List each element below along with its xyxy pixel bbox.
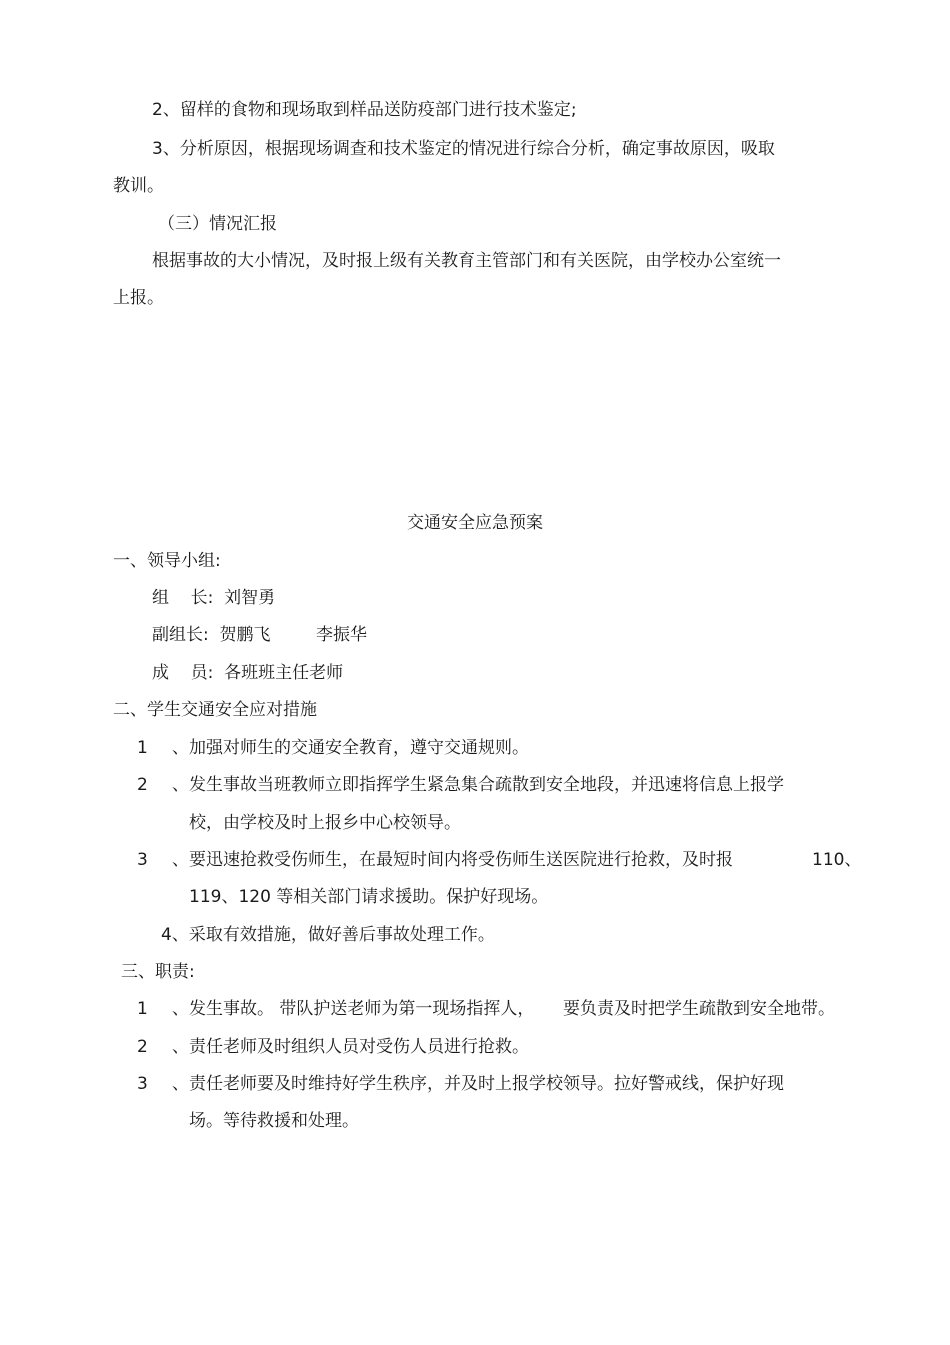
section-1-heading: 一、领导小组: bbox=[113, 551, 221, 571]
section-3-item-1-tail: 要负责及时把学生疏散到安全地带。 bbox=[563, 999, 835, 1019]
section-2-item-2-number: 2 bbox=[137, 775, 148, 795]
section-2-item-1-number: 1 bbox=[137, 738, 148, 758]
members-line: 成 员: 各班班主任老师 bbox=[152, 663, 344, 683]
section-2-item-3-tail: 110、 bbox=[812, 850, 862, 870]
section-2-item-3-line-1: 、要迅速抢救受伤师生，在最短时间内将受伤师生送医院进行抢救，及时报 bbox=[172, 850, 733, 870]
section-2-item-2-line-1: 、发生事故当班教师立即指挥学生紧急集合疏散到安全地段，并迅速将信息上报学 bbox=[172, 775, 784, 795]
section-3-item-2-number: 2 bbox=[137, 1037, 148, 1057]
plan-title: 交通安全应急预案 bbox=[407, 513, 543, 533]
section-3-item-3-number: 3 bbox=[137, 1074, 148, 1094]
section-3-item-1-number: 1 bbox=[137, 999, 148, 1019]
section-2-heading: 二、学生交通安全应对措施 bbox=[113, 700, 317, 720]
section-2-item-3-line-2: 119、120 等相关部门请求援助。保护好现场。 bbox=[189, 887, 549, 907]
prev-item-3-line-1: 3、分析原因，根据现场调查和技术鉴定的情况进行综合分析，确定事故原因，吸取 bbox=[152, 139, 775, 159]
section-3-item-3-line-1: 、责任老师要及时维持好学生秩序，并及时上报学校领导。拉好警戒线，保护好现 bbox=[172, 1074, 784, 1094]
section-2-item-4: 4、采取有效措施，做好善后事故处理工作。 bbox=[161, 925, 495, 945]
prev-item-2: 2、留样的食物和现场取到样品送防疫部门进行技术鉴定; bbox=[152, 100, 577, 120]
prev-report-line-2: 上报。 bbox=[113, 288, 164, 308]
section-3-item-2: 、责任老师及时组织人员对受伤人员进行抢救。 bbox=[172, 1037, 529, 1057]
deputy-line: 副组长: 贺鹏飞 bbox=[152, 625, 271, 645]
prev-report-line-1: 根据事故的大小情况，及时报上级有关教育主管部门和有关医院，由学校办公室统一 bbox=[152, 251, 781, 271]
prev-item-3-line-2: 教训。 bbox=[113, 176, 164, 196]
section-2-item-3-number: 3 bbox=[137, 850, 148, 870]
leader-line: 组 长: 刘智勇 bbox=[152, 588, 276, 608]
section-3-item-3-line-2: 场。等待救援和处理。 bbox=[189, 1111, 359, 1131]
section-2-item-1: 、加强对师生的交通安全教育，遵守交通规则。 bbox=[172, 738, 529, 758]
prev-sub-heading: （三）情况汇报 bbox=[158, 214, 277, 234]
section-2-item-2-line-2: 校，由学校及时上报乡中心校领导。 bbox=[189, 813, 461, 833]
deputy-other: 李振华 bbox=[316, 625, 367, 645]
section-3-item-1: 、发生事故。 带队护送老师为第一现场指挥人， bbox=[172, 999, 535, 1019]
section-3-heading: 三、职责: bbox=[121, 962, 195, 982]
